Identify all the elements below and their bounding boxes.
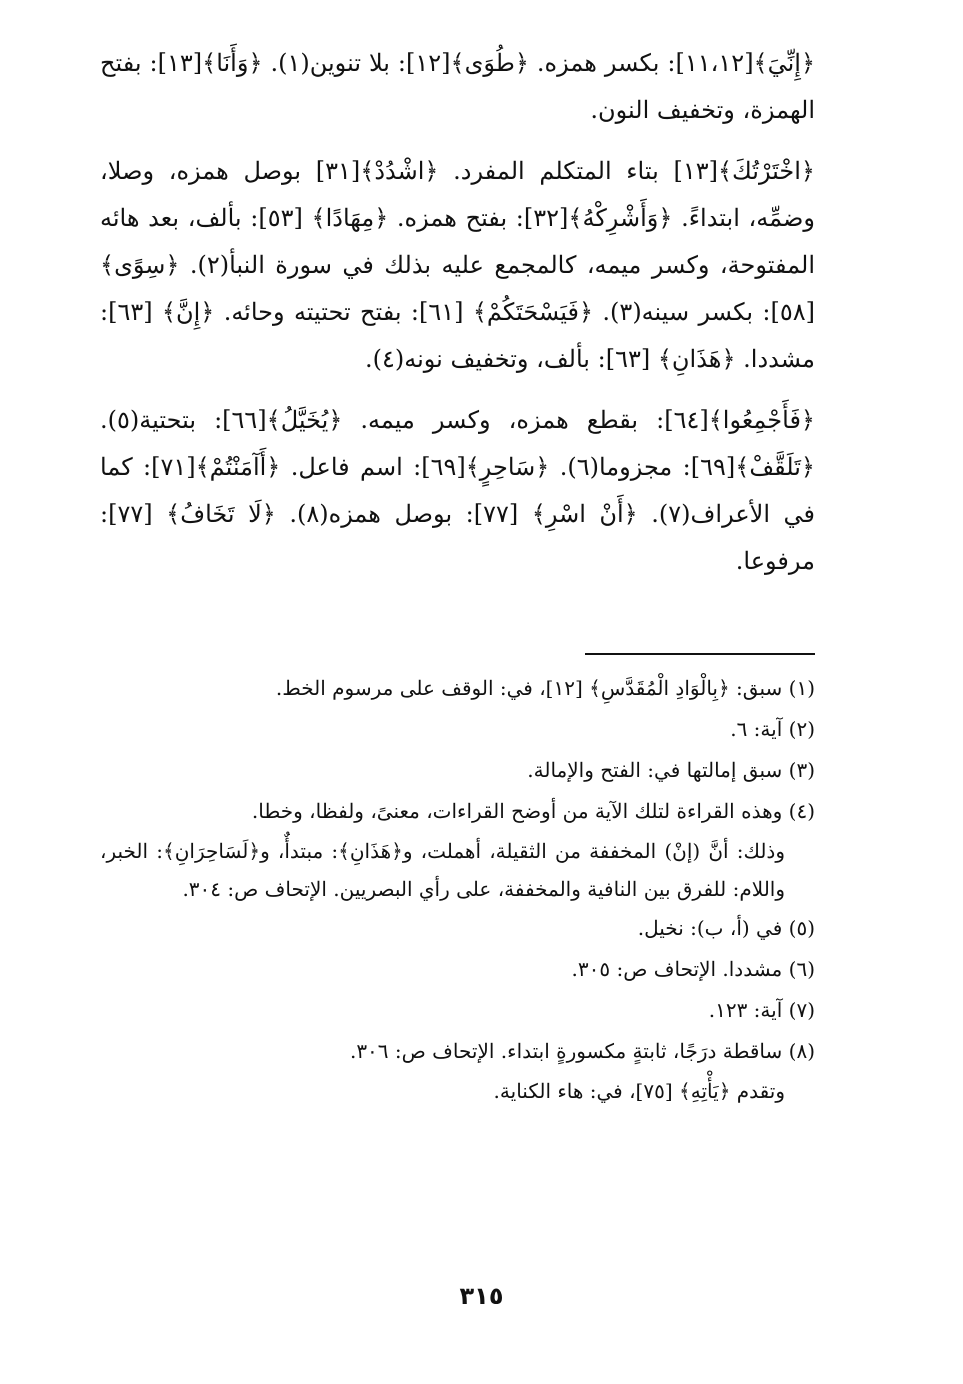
footnote-4-continuation: وذلك: أنَّ (إنْ) المخففة من الثقيلة، أهملت، و﴿هَذَانِ﴾: مبتدأٌ، و﴿لَسَاحِرَانِ﴾: الخبر، واللام: للفرق بين النافية والمخففة، على رأي البصريين. الإتحاف ص: ٣٠٤. xyxy=(100,839,785,901)
footnote-8-continuation: وتقدم ﴿يَأْتِهِ﴾ [٧٥]، في: هاء الكناية. xyxy=(493,1079,785,1103)
footnote-2: (٢) آية: ٦. xyxy=(730,717,815,741)
page-number: ٣١٥ xyxy=(459,1282,504,1310)
footnote-8: (٨) ساقطة درَجًا، ثابتةٍ مكسورةٍ ابتداء. الإتحاف ص: ٣٠٦. xyxy=(349,1039,815,1063)
footnote-separator xyxy=(585,653,815,655)
main-paragraph-1: ﴿إِنِّيَ﴾[١١،١٢]: بكسر همزه. ﴿طُوَى﴾[١٢]: بلا تنوين(١). ﴿وَأَنَا﴾[١٣]: بفتح الهمزة، وتخفيف النون. xyxy=(100,49,816,124)
footnotes xyxy=(100,668,815,1110)
footnote-6: (٦) مشددا. الإتحاف ص: ٣٠٥. xyxy=(571,957,815,981)
footnote-5: (٥) في (أ، ب): نخيل. xyxy=(637,916,815,940)
footnote-7: (٧) آية: ١٢٣. xyxy=(708,998,815,1022)
footnote-1: (١) سبق: ﴿بِالْوَادِ الْمُقَدَّسِ﴾ [١٢]، في: الوقف على مرسوم الخط. xyxy=(275,676,815,700)
footnote-3: (٣) سبق إمالتها في: الفتح والإمالة. xyxy=(527,758,815,782)
main-paragraph-2: ﴿اخْتَرْتُكَ﴾[١٣] بتاء المتكلم المفرد. ﴿اشْدُدْ﴾[٣١] بوصل همزه، وصلا، وضمِّه، ابتداءً. ﴿وَأَشْرِكْهُ﴾[٣٢]: بفتح همزه. ﴿مِهَادًا﴾ [٥٣]: بألف، بعد هائه المفتوحة، وكسر ميمه، كالمجمع عليه بذلك في سورة النبأ(٢). ﴿سِوًى﴾ [٥٨]: بكسر سينه(٣). ﴿فَيَسْحَتَكُمْ﴾ [٦١]: بفتح تحتيته وحائه. ﴿إِنَّ﴾ [٦٣]: مشددا. ﴿هَذَانِ﴾ [٦٣]: بألف، وتخفيف نونه(٤). xyxy=(100,157,816,373)
main-text xyxy=(100,40,815,585)
main-paragraph-3: ﴿فَأَجْمِعُوا﴾[٦٤]: بقطع همزه، وكسر ميمه. ﴿يُخَيَّلُ﴾[٦٦]: بتحتية(٥). ﴿تَلَقَّفْ﴾[٦٩]: مجزوما(٦). ﴿سَاحِرٍ﴾[٦٩]: اسم فاعل. ﴿أَآمَنْتُمْ﴾[٧١]: كما في الأعراف(٧). ﴿أَنْ اسْرِ﴾ [٧٧]: بوصل همزه(٨). ﴿لَا تَخَافُ﴾ [٧٧]: مرفوعا. xyxy=(100,406,816,575)
footnote-4: (٤) وهذه القراءة لتلك الآية من أوضح القراءات، معنىً، ولفظا، وخطا. xyxy=(251,799,815,823)
